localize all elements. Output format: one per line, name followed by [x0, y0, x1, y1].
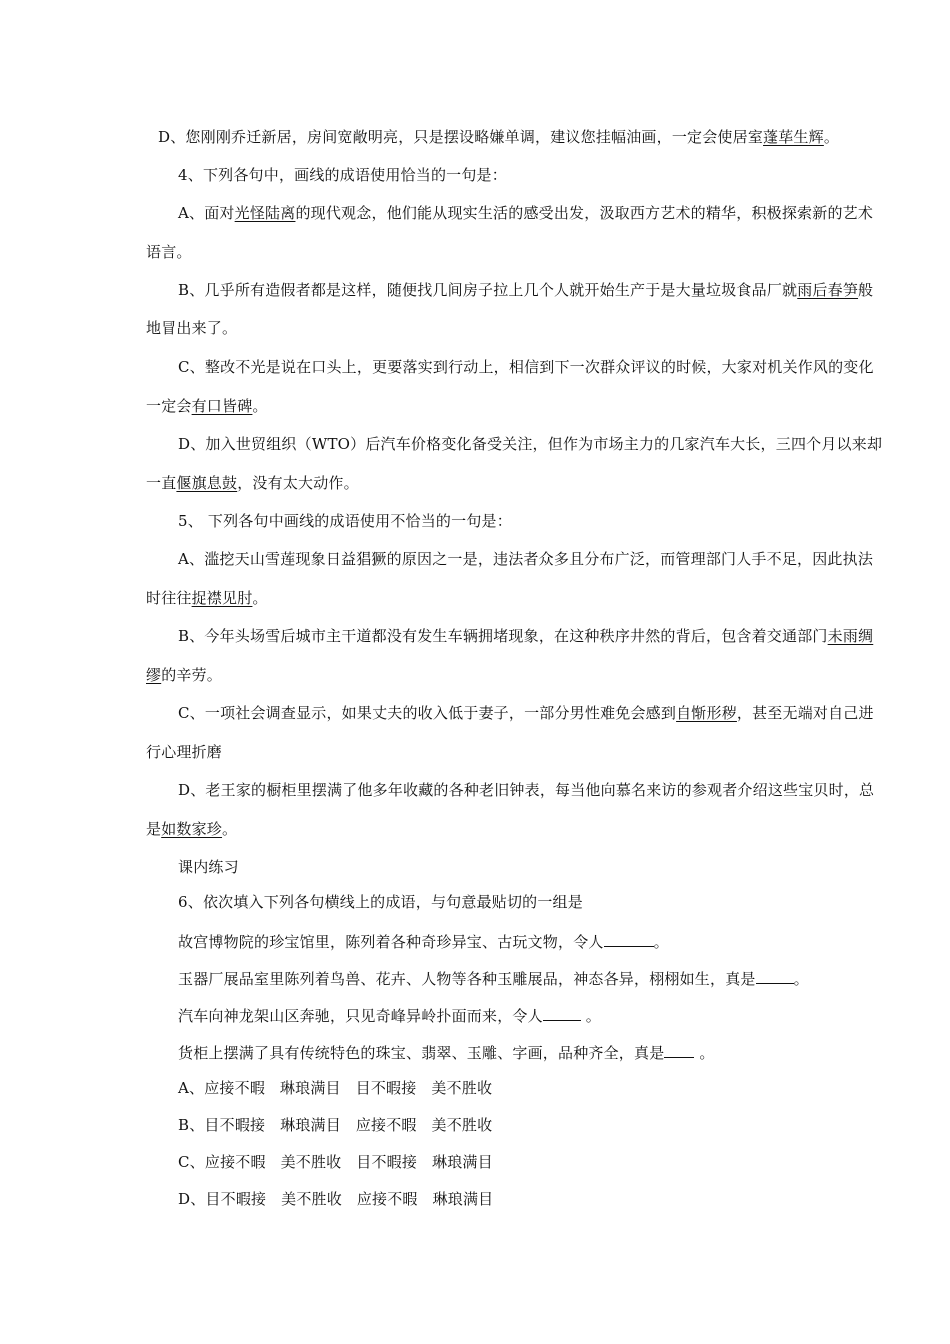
text: 故宫博物院的珍宝馆里，陈列着各种奇珍异宝、古玩文物，令人	[178, 933, 604, 951]
text: ，甚至无端对自己进	[736, 704, 874, 722]
text: 的辛劳。	[161, 666, 223, 684]
q3-option-d	[158, 127, 839, 147]
q5-option-b-cont	[146, 665, 222, 685]
underlined-idiom: 缪	[146, 666, 162, 684]
q6-stem: 6、依次填入下列各句横线上的成语，与句意最贴切的一组是	[178, 893, 583, 911]
underlined-idiom: 雨后春笋	[797, 281, 859, 299]
q5-option-d-cont	[146, 819, 237, 839]
fill-blank	[756, 967, 794, 984]
q6-sentence-3	[178, 1004, 601, 1026]
q6-sentence-1	[178, 930, 669, 952]
q4-option-b	[178, 280, 873, 300]
text: 。	[793, 970, 809, 988]
q5-option-c-cont: 行心理折磨	[146, 743, 223, 761]
text: 汽车向神龙架山区奔驰，只见奇峰异岭扑面而来，令人	[178, 1007, 543, 1025]
q6-option-c: C、应接不暇 美不胜收 目不暇接 琳琅满目	[178, 1153, 493, 1171]
underlined-idiom: 偃旗息鼓	[176, 474, 238, 492]
text: B、今年头场雪后城市主干道都没有发生车辆拥堵现象，在这种秩序井然的背后，包含着交通部门	[178, 627, 828, 645]
q6-option-a: A、应接不暇 琳琅满目 目不暇接 美不胜收	[178, 1079, 493, 1097]
text: 玉器厂展品室里陈列着鸟兽、花卉、人物等各种玉雕展品，神态各异，栩栩如生，真是	[178, 970, 756, 988]
text: B、几乎所有造假者都是这样，随便找几间房子拉上几个人就开始生产于是大量垃圾食品厂就	[178, 281, 798, 299]
text: 。	[823, 128, 840, 146]
underlined-idiom: 有口皆碑	[191, 397, 253, 415]
q4-stem: 4、下列各句中，画线的成语使用恰当的一句是：	[178, 166, 507, 184]
q4-option-a-cont: 语言。	[146, 243, 192, 261]
q4-option-c: C、整改不光是说在口头上，更要落实到行动上，相信到下一次群众评议的时候，大家对机关作风的变化	[178, 358, 874, 376]
text: 。	[580, 1007, 601, 1025]
q6-sentence-2	[178, 967, 809, 989]
q6-option-b: B、目不暇接 琳琅满目 应接不暇 美不胜收	[178, 1116, 493, 1134]
text: 一直	[146, 474, 177, 492]
text: 。	[252, 397, 268, 415]
text: D、您刚刚乔迁新居，房间宽敞明亮，只是摆设略嫌单调，建议您挂幅油画，一定会使居室	[158, 128, 764, 146]
text: 。	[252, 589, 268, 607]
underlined-idiom: 未雨绸	[827, 627, 874, 645]
text: ，没有太大动作。	[237, 474, 359, 492]
text: 的现代观念，他们能从现实生活的感受出发，汲取西方艺术的精华，积极探索新的艺术	[295, 204, 874, 222]
q4-option-d-cont	[146, 473, 359, 493]
q4-option-c-cont	[146, 396, 268, 416]
q5-stem: 5、 下列各句中画线的成语使用不恰当的一句是：	[178, 512, 512, 530]
fill-blank	[604, 930, 654, 947]
q5-option-d: D、老王家的橱柜里摆满了他多年收藏的各种老旧钟表，每当他向慕名来访的参观者介绍这些宝贝时，总	[178, 781, 875, 799]
text: C、一项社会调查显示，如果丈夫的收入低于妻子，一部分男性难免会感到	[178, 704, 677, 722]
text: 是	[146, 820, 162, 838]
section-heading: 课内练习	[178, 858, 239, 876]
underlined-idiom: 如数家珍	[161, 820, 223, 838]
text: 般	[858, 281, 874, 299]
text: A、面对	[178, 204, 235, 222]
q5-option-a-cont	[146, 588, 268, 608]
q4-option-d: D、加入世贸组织（WTO）后汽车价格变化备受关注，但作为市场主力的几家汽车大长，三四个月以来却	[178, 435, 883, 453]
text: 货柜上摆满了具有传统特色的珠宝、翡翠、玉雕、字画，品种齐全，真是	[178, 1044, 665, 1062]
text: 。	[653, 933, 669, 951]
q6-sentence-4	[178, 1041, 715, 1063]
text: 时往往	[146, 589, 192, 607]
q5-option-a: A、滥挖天山雪莲现象日益猖獗的原因之一是，违法者众多且分布广泛，而管理部门人手不足，因此执法	[178, 550, 874, 568]
underlined-idiom: 蓬荜生辉	[763, 128, 824, 146]
underlined-idiom: 自惭形秽	[676, 704, 737, 722]
q4-option-a	[178, 203, 873, 223]
q5-option-b	[178, 626, 873, 646]
text: 一定会	[146, 397, 192, 415]
text: 。	[694, 1044, 715, 1062]
fill-blank	[543, 1004, 581, 1021]
underlined-idiom: 光怪陆离	[234, 204, 296, 222]
q4-option-b-cont: 地冒出来了。	[146, 319, 238, 337]
fill-blank	[664, 1041, 694, 1058]
underlined-idiom: 捉襟见肘	[191, 589, 253, 607]
q5-option-c	[178, 703, 874, 723]
q6-option-d: D、目不暇接 美不胜收 应接不暇 琳琅满目	[178, 1190, 494, 1208]
text: 。	[222, 820, 238, 838]
